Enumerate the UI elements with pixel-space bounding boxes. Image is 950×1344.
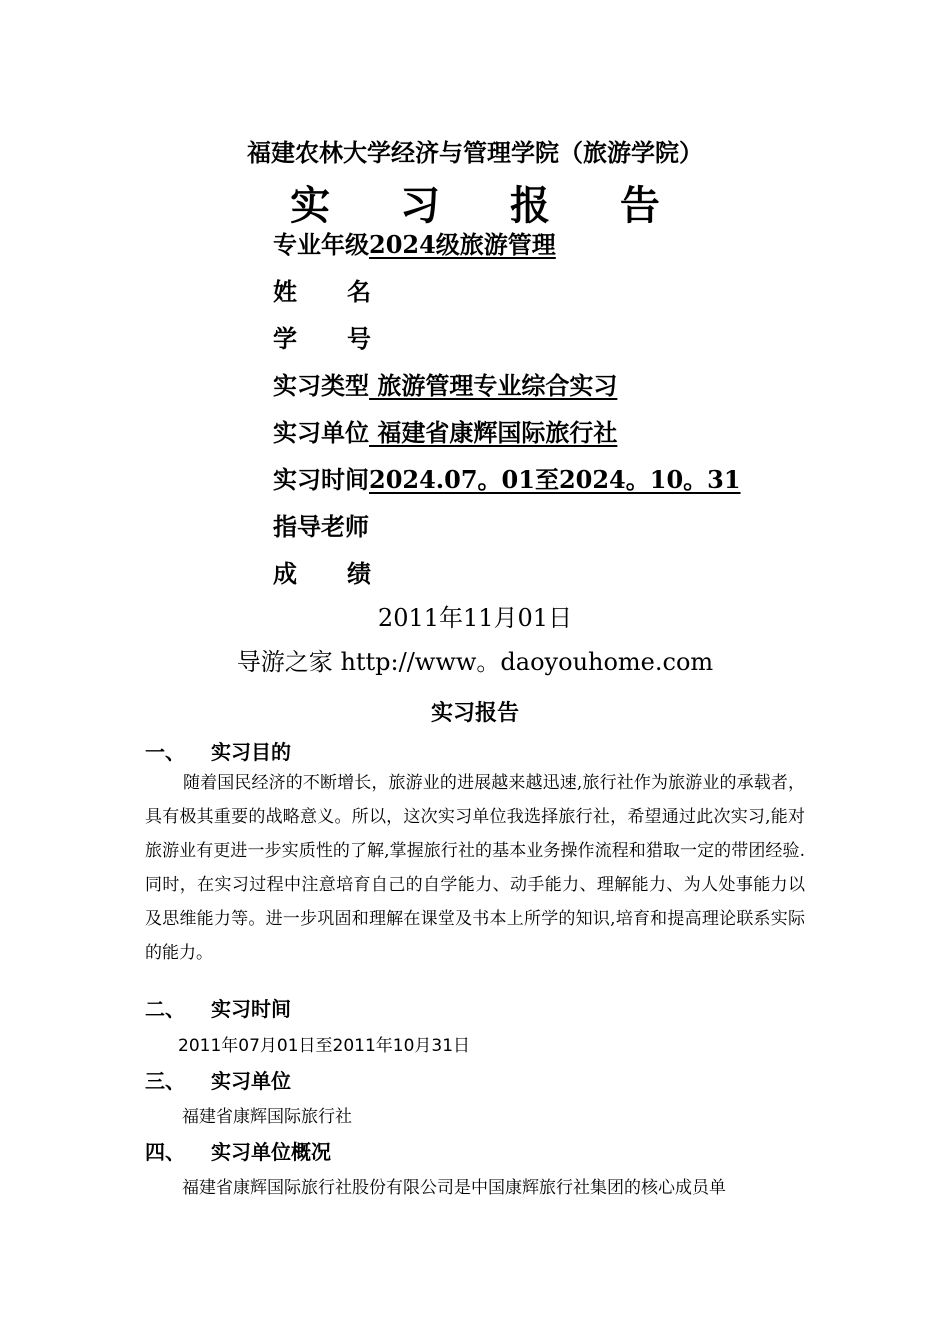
field-name xyxy=(273,272,421,307)
field-grade xyxy=(273,554,421,589)
field-label: 指导老师 xyxy=(273,512,369,541)
field-student-id xyxy=(273,319,421,354)
section-heading xyxy=(145,736,291,765)
report-heading: 实习报告 xyxy=(430,700,519,726)
field-label: 实习单位 xyxy=(273,418,369,447)
section-number: 一、 xyxy=(145,740,185,764)
section-number: 四、 xyxy=(145,1140,185,1164)
section-heading xyxy=(145,1136,331,1165)
section-title: 实习单位 xyxy=(211,1069,291,1093)
cover-date: 2011年11月01日 xyxy=(377,604,573,632)
field-value: 2024.07。01至2024。10。31 xyxy=(369,465,741,494)
section-heading xyxy=(145,993,291,1022)
site-watermark: 导游之家 http://www。daoyouhome.com xyxy=(236,648,714,676)
field-major-grade xyxy=(273,225,556,260)
section-body: 2011年07月01日至2011年10月31日 xyxy=(178,1036,471,1056)
field-internship-unit xyxy=(273,413,617,448)
section-body: 福建省康辉国际旅行社 xyxy=(182,1107,352,1127)
field-internship-time xyxy=(273,460,741,495)
field-value: 旅游管理专业综合实习 xyxy=(369,371,618,400)
section-number: 三、 xyxy=(145,1069,185,1093)
field-label: 专业年级 xyxy=(273,230,369,259)
section-heading xyxy=(145,1065,291,1094)
section-body: 随着国民经济的不断增长，旅游业的进展越来越迅速,旅行社作为旅游业的承载者，具有极其重要的战略意义。所以，这次实习单位我选择旅行社，希望通过此次实习,能对旅游业有更进一步实质性的了解,掌握旅行社的基本业务操作流程和猎取一定的带团经验.同时，在实习过程中注意培育自己的自学能力、动手能力、理解能力、为人处事能力以及思维能力等。进一步巩固和理解在课堂及书本上所学的知识,培育和提高理论联系实际的能力。 xyxy=(145,773,805,963)
field-label: 学号 xyxy=(273,324,421,353)
cover-title: 实 习 报 告 xyxy=(290,182,688,229)
section-title: 实习单位概况 xyxy=(211,1140,331,1164)
field-advisor xyxy=(273,507,369,542)
field-label: 成绩 xyxy=(273,559,421,588)
field-value: 2024级旅游管理 xyxy=(369,230,556,259)
section-body: 福建省康辉国际旅行社股份有限公司是中国康辉旅行社集团的核心成员单 xyxy=(182,1178,726,1198)
field-value: 福建省康辉国际旅行社 xyxy=(369,418,618,447)
field-label: 姓名 xyxy=(273,277,421,306)
field-label: 实习时间 xyxy=(273,465,369,494)
section-number: 二、 xyxy=(145,997,185,1021)
school-name: 福建农林大学经济与管理学院（旅游学院） xyxy=(247,138,703,167)
field-internship-type xyxy=(273,366,617,401)
section-title: 实习目的 xyxy=(211,740,291,764)
field-label: 实习类型 xyxy=(273,371,369,400)
section-title: 实习时间 xyxy=(211,997,291,1021)
